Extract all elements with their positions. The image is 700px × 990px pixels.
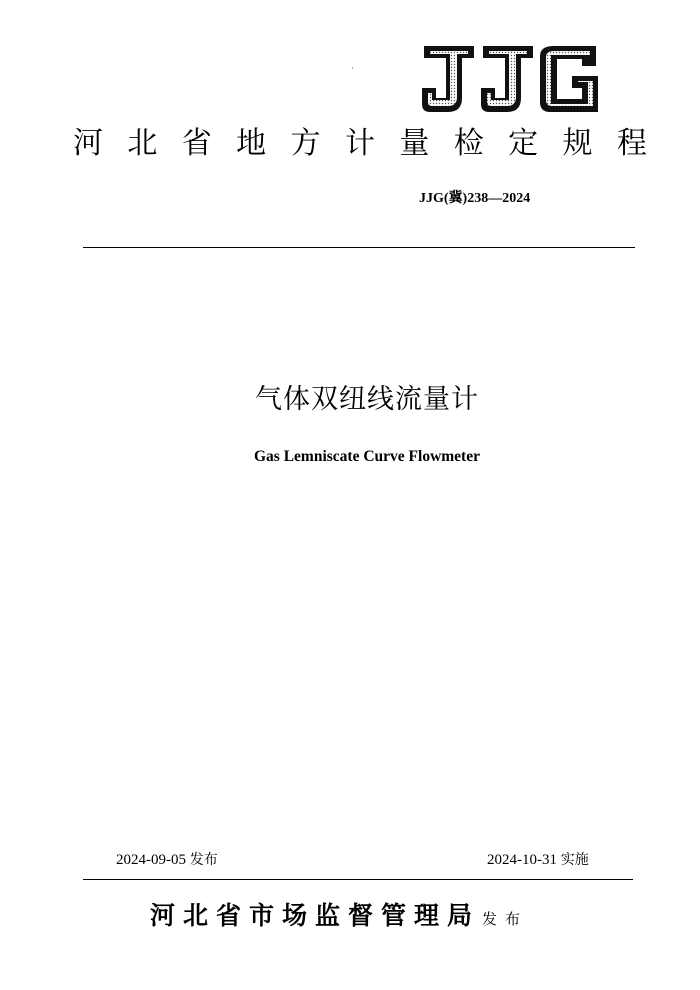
effective-date-label: 实施: [560, 852, 589, 868]
regulation-series-title: [70, 124, 650, 164]
document-title-chinese: 气体双纽线流量计: [255, 384, 479, 415]
publisher-action: 发布: [482, 910, 529, 928]
logo-letter-j1: [422, 46, 474, 112]
title-char: 省: [181, 126, 212, 161]
issue-date: [116, 849, 218, 871]
title-char: 计: [344, 126, 375, 161]
title-char: 方: [290, 126, 321, 161]
issue-date-value: 2024-09-05: [116, 852, 186, 868]
title-char: 量: [399, 126, 430, 161]
issue-date-label: 发布: [189, 852, 218, 868]
effective-date-value: 2024-10-31: [487, 852, 557, 868]
title-char: 定: [508, 126, 539, 161]
logo-letter-j2: [481, 46, 533, 112]
title-char: 北: [127, 126, 158, 161]
document-title-english: Gas Lemniscate Curve Flowmeter: [254, 448, 480, 465]
effective-date: [487, 849, 589, 871]
document-code: JJG(冀)238—2024: [419, 191, 531, 206]
bottom-divider: [83, 879, 633, 880]
logo-letter-g: [540, 46, 598, 112]
title-char: 地: [236, 126, 267, 161]
publisher-name: 河北省市场监督管理局: [150, 901, 481, 930]
title-char: 检: [453, 126, 484, 161]
jjg-logo: [420, 42, 600, 116]
stray-mark: `: [351, 67, 355, 75]
publisher: [150, 898, 528, 934]
title-char: 程: [616, 126, 647, 161]
title-char: 规: [562, 126, 593, 161]
top-divider: [83, 247, 635, 248]
title-char: 河: [73, 126, 103, 161]
